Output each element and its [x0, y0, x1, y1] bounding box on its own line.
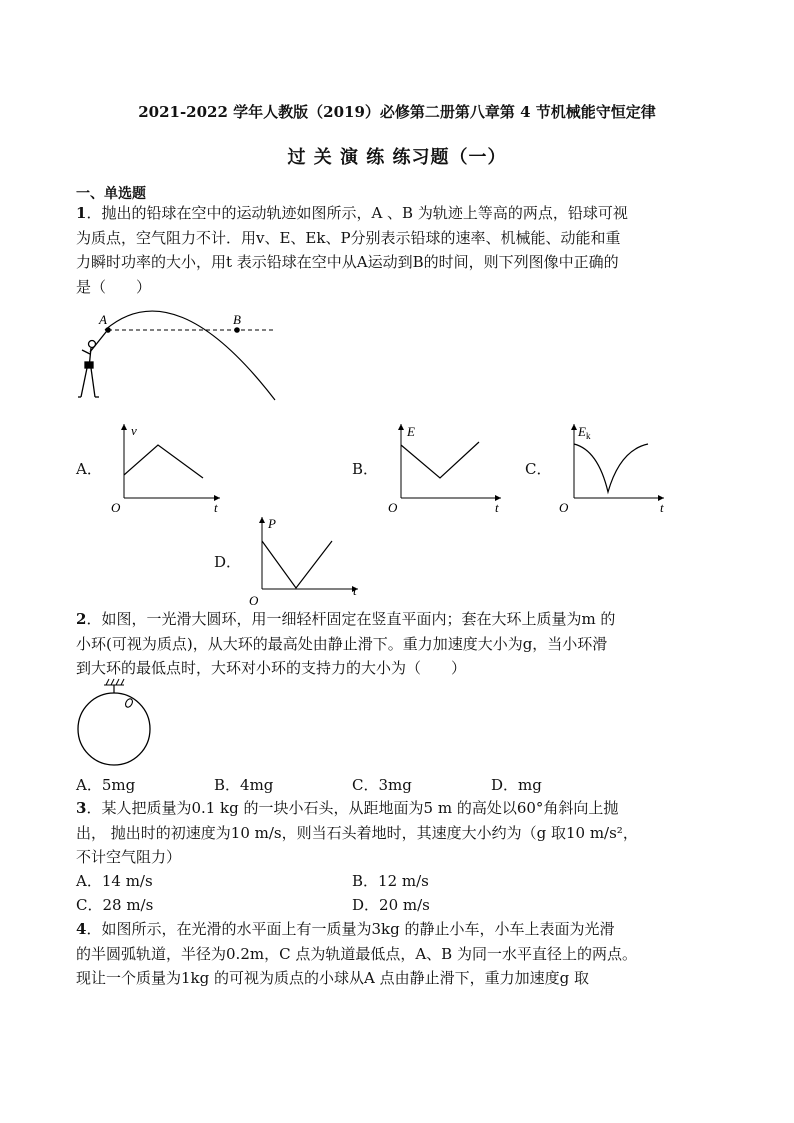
shot-put-trajectory-figure [70, 300, 285, 405]
big-ring [78, 693, 150, 765]
worksheet-title: 2021-2022 学年人教版（2019）必修第二册第八章第 4 节机械能守恒定律 [138, 103, 656, 121]
worksheet-subtitle: 过 关 演 练 练习题（一） [287, 147, 507, 168]
question-text-line: 是（ ） [76, 277, 152, 296]
option-a-label: A． [76, 460, 102, 478]
question-text-line: 出， 抛出时的初速度为10 m/s，则当石头着地时，其速度大小约为（g 取10 m/s²， [76, 823, 638, 842]
axis-y-label: E [407, 424, 415, 439]
axis-y-label [577, 424, 591, 441]
origin-label: O [559, 500, 569, 515]
option-c-label: C． [525, 460, 552, 478]
question-number: 1 [76, 204, 87, 222]
option-a-graph [108, 420, 228, 515]
axis-y-label: v [131, 423, 137, 438]
option-b-graph [385, 420, 510, 515]
section-heading: 一、单选题 [76, 186, 146, 202]
option-d-label: D． [214, 553, 242, 571]
question-text-line: 力瞬时功率的大小，用t 表示铅球在空中从A运动到B的时间，则下列图像中正确的 [76, 253, 619, 271]
ring-figure [72, 676, 157, 773]
origin-label: O [111, 500, 121, 515]
axis-x-label: t [353, 583, 357, 598]
q3-option-d: D．20 m/s [352, 896, 430, 914]
q2-option-d: D．mg [491, 776, 542, 794]
axis-y-subscript: k [585, 431, 591, 441]
option-b-label: B． [352, 460, 379, 478]
question-text-line: 到大环的最低点时，大环对小环的支持力的大小为（ ） [76, 659, 467, 677]
option-d-graph [246, 513, 366, 608]
small-ring [124, 698, 134, 709]
question-number: 2 [76, 610, 87, 628]
point-b-label: B [233, 312, 241, 327]
axis-y-main: E [578, 424, 586, 439]
q2-option-c: C．3mg [352, 776, 412, 794]
axis-x-label: t [495, 500, 499, 515]
point-a [105, 327, 111, 333]
axis-x-label: t [214, 500, 218, 515]
v-t-line [124, 445, 203, 478]
question-text-line: 现让一个质量为1kg 的可视为质点的小球从A 点由静止滑下，重力加速度g 取 [76, 969, 589, 987]
question-text-line: ．抛出的铅球在空中的运动轨迹如图所示，A 、B 为轨迹上等高的两点，铅球可视 [86, 204, 628, 222]
e-t-line [401, 442, 479, 478]
question-text-line: ．如图，一光滑大圆环，用一细轻杆固定在竖直平面内；套在大环上质量为m 的 [86, 610, 616, 628]
q2-option-a: A．5mg [76, 776, 136, 794]
q2-option-b: B．4mg [214, 776, 274, 794]
question-2 [76, 607, 744, 681]
question-text-line: 不计空气阻力） [76, 848, 182, 866]
ceiling-hatch-icon [104, 679, 124, 685]
ek-t-curve [574, 444, 648, 492]
q3-option-c: C．28 m/s [76, 896, 154, 914]
question-number: 3 [76, 799, 87, 817]
p-t-line [262, 541, 332, 588]
question-4 [76, 917, 744, 991]
trajectory-curve [105, 311, 275, 400]
point-b [234, 327, 240, 333]
question-text-line: 为质点，空气阻力不计．用v、E、Ek、P分别表示铅球的速率、机械能、动能和重 [76, 228, 621, 247]
origin-label: O [388, 500, 398, 515]
question-number: 4 [76, 920, 87, 938]
origin-label: O [249, 593, 259, 608]
question-text-line: ．如图所示，在光滑的水平面上有一质量为3kg 的静止小车，小车上表面为光滑 [86, 920, 615, 938]
question-1 [76, 201, 744, 299]
option-c-graph [558, 420, 673, 515]
axis-y-label: P [268, 516, 276, 531]
axis-x-label: t [660, 500, 664, 515]
question-text-line: ．某人把质量为0.1 kg 的一块小石头，从距地面为5 m 的高处以60°角斜向上抛 [86, 799, 619, 817]
question-3 [76, 796, 744, 870]
q3-option-a: A．14 m/s [76, 872, 153, 890]
question-text-line: 的半圆弧轨道，半径为0.2m，C 点为轨道最低点，A、B 为同一水平直径上的两点。 [76, 944, 637, 963]
thrower-figure-icon [78, 332, 106, 397]
point-a-label: A [99, 312, 107, 327]
question-text-line: 小环(可视为质点)，从大环的最高处由静止滑下。重力加速度大小为g，当小环滑 [76, 634, 608, 653]
q3-option-b: B．12 m/s [352, 872, 429, 890]
